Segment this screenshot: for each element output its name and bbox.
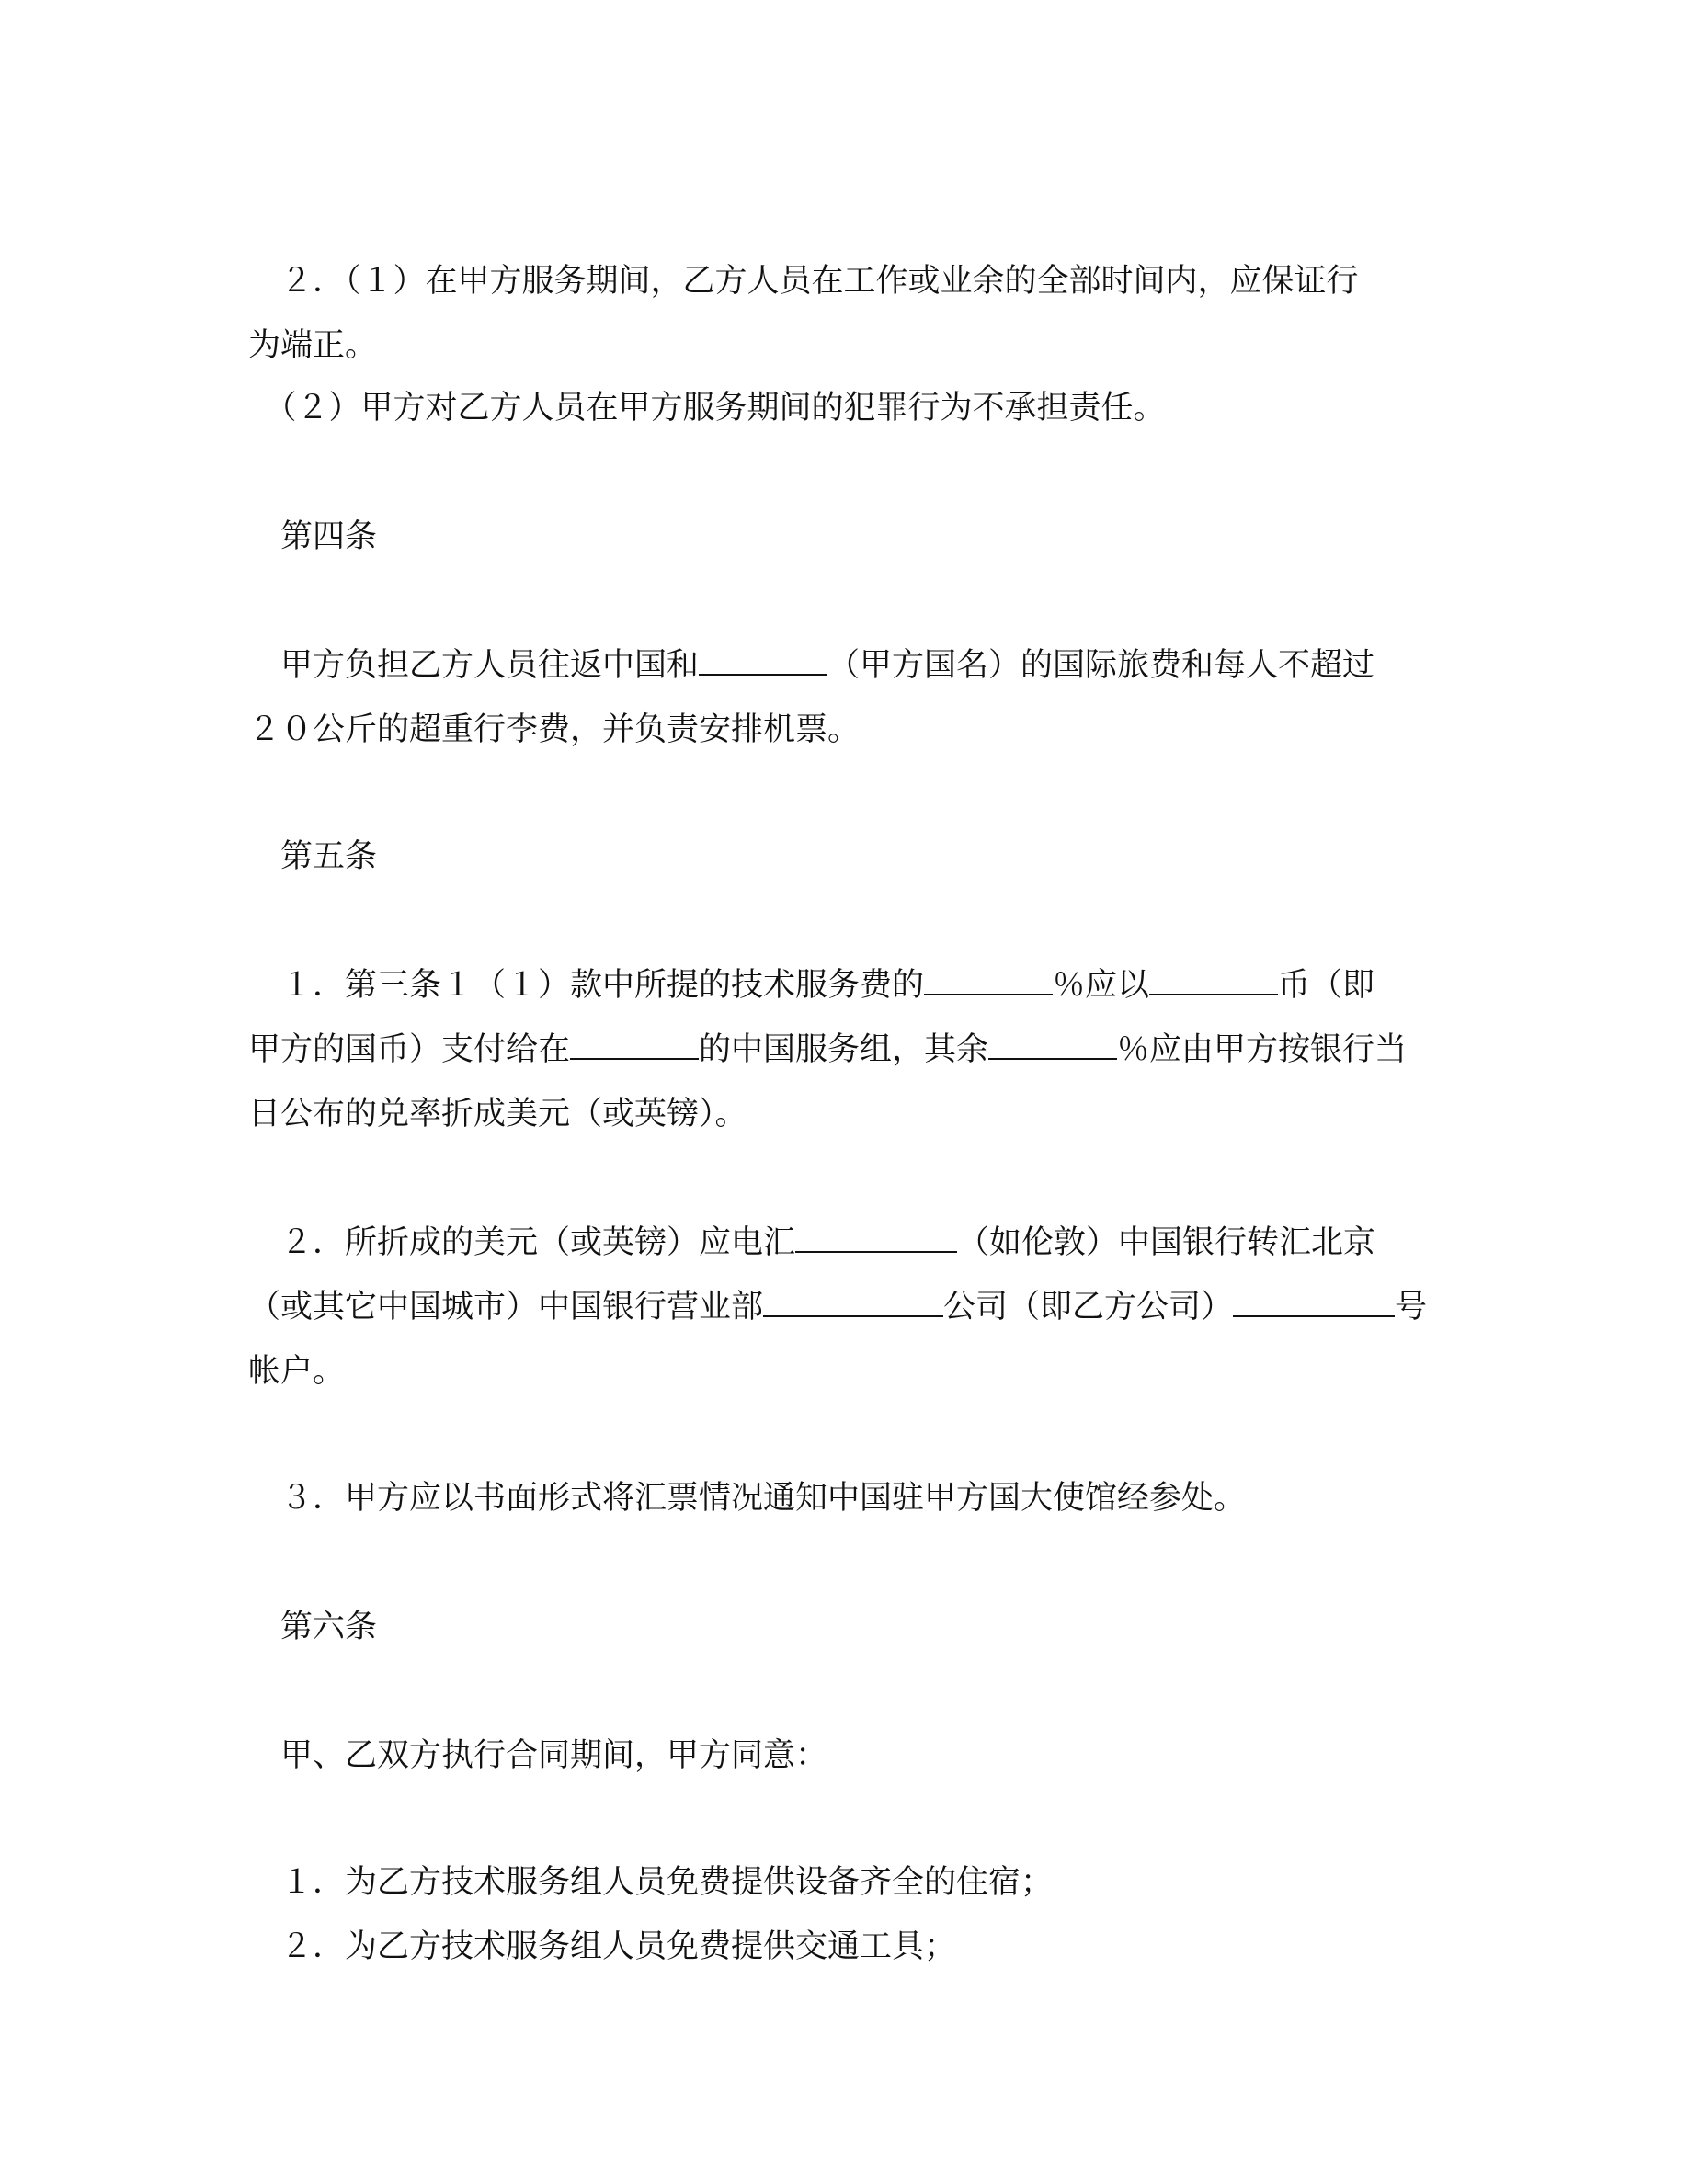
fill-in-blank[interactable] [988,1030,1117,1060]
text-segment: ２．为乙方技术服务组人员免费提供交通工具； [248,1928,957,1965]
paragraph-line [248,1287,1443,1327]
text-segment: 甲方负担乙方人员往返中国和 [248,647,700,684]
paragraph-line [248,1735,1443,1776]
text-segment: ２．（１）在甲方服务期间，乙方人员在工作或业余的全部时间内，应保证行 [248,263,1359,300]
text-segment: １．为乙方技术服务组人员免费提供设备齐全的住宿； [248,1864,1054,1901]
text-segment: ％应由甲方按银行当 [1117,1031,1408,1068]
paragraph-line [248,1094,1443,1134]
article-heading [248,1607,1443,1647]
text-segment: 第五条 [248,838,378,875]
paragraph-line [248,261,1443,301]
text-segment: ３．甲方应以书面形式将汇票情况通知中国驻甲方国大使馆经参处。 [248,1480,1247,1517]
text-segment: 第六条 [248,1609,378,1645]
text-segment: （如伦敦）中国银行转汇北京 [957,1224,1376,1261]
text-segment: ２．所折成的美元（或英镑）应电汇 [248,1224,796,1261]
text-segment: 第四条 [248,518,378,555]
fill-in-blank[interactable] [1149,966,1278,995]
list-item [248,1862,1443,1903]
text-segment: 币（即 [1278,967,1375,1004]
text-segment: （或其它中国城市）中国银行营业部 [248,1289,764,1325]
list-item [248,1927,1443,1967]
text-segment: （甲方国名）的国际旅费和每人不超过 [827,647,1375,684]
paragraph-line [248,645,1443,686]
text-segment: ％应以 [1053,967,1150,1004]
fill-in-blank[interactable] [763,1288,943,1317]
paragraph-line [248,325,1443,366]
fill-in-blank[interactable] [1233,1288,1395,1317]
text-segment: 甲、乙双方执行合同期间，甲方同意： [248,1737,828,1774]
paragraph-line [248,1478,1443,1519]
paragraph-line [248,710,1443,750]
paragraph-line [248,965,1443,1006]
text-segment: （２）甲方对乙方人员在甲方服务期间的犯罪行为不承担责任。 [248,390,1166,427]
paragraph-line [248,1029,1443,1070]
article-heading [248,836,1443,877]
text-segment: 甲方的国币）支付给在 [248,1031,571,1068]
paragraph-line [248,388,1443,428]
paragraph-line [248,1351,1443,1392]
fill-in-blank[interactable] [699,646,827,676]
text-segment: 为端正。 [248,327,378,364]
text-segment: 帐户。 [248,1353,346,1390]
text-segment: １．第三条１（１）款中所提的技术服务费的 [248,967,925,1004]
paragraph-line [248,1223,1443,1263]
article-heading [248,517,1443,557]
text-segment: 号 [1395,1289,1428,1325]
text-segment: ２０公斤的超重行李费，并负责安排机票。 [248,711,861,748]
text-segment: 的中国服务组，其余 [699,1031,989,1068]
text-segment: 公司（即乙方公司） [943,1289,1234,1325]
text-segment: 日公布的兑率折成美元（或英镑）。 [248,1096,747,1132]
fill-in-blank[interactable] [570,1030,699,1060]
fill-in-blank[interactable] [924,966,1053,995]
fill-in-blank[interactable] [795,1223,957,1253]
